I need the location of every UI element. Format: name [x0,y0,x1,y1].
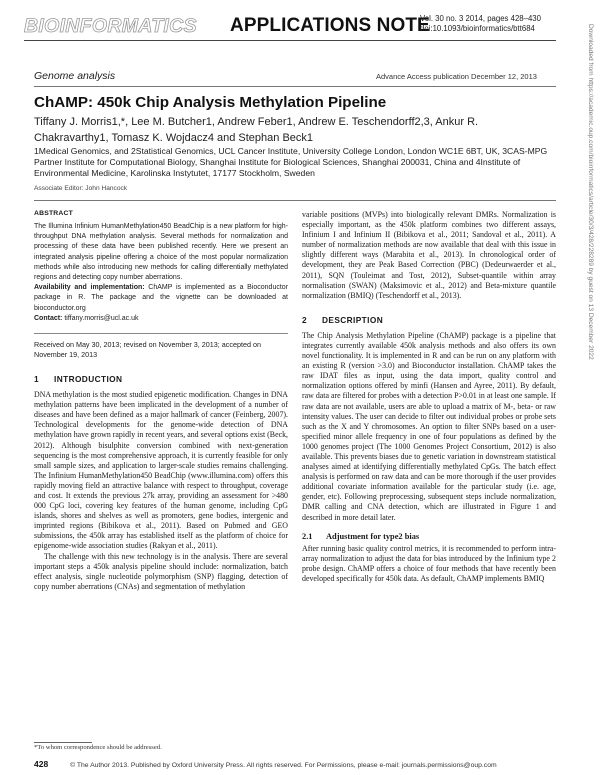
description-paragraph-1: The Chip Analysis Methylation Pipeline (ChAMP) package is a pipeline that integrates currently available 450k analysis methods and also offers its own novel functionality. It is implemented in R and can be run on any platform with an existing R (version >3.0) and Bioconductor installation. ChAMP takes the raw IDAT files as input, using the data import, quality control and normalization options offered by minfi (Hansen and Ayree, 2011). By default, raw data are filtered for probes with a detection P>0.01 in at least one sample. If raw data are not available, users are able to upload a matrix of M-, beta- or raw intensity values. The user can decide to filter out individual probes or probe sets such as the X and Y chromosomes. An option to filter SNPs based on a user-specified minor allele frequency in one of four populations as defined by the 1000 genomes project (The 1000 Genomes Project Consortium, 2012) is also available. This prevents biases due to genetic variation in downstream statistical analyses aimed at identifying differentially methylated CpGs. The batch effect analysis is performed on raw data and can be more thorough if the user provides additional covariate information available for the particular study (i.e. age, gender, etc). Following preprocessing, subsequent steps include normalization, DMR calling and CNA detection, which are illustrated in Figure 1 and described in more detail later. [302,330,556,522]
download-watermark-text: Downloaded from https://academic.oup.com/bioinformatics/article/30/3/428/228289 by guest on 13 December 2022 [587,24,594,360]
subsection-body [302,544,556,584]
contact [34,314,288,324]
intro-paragraph-3: variable positions (MVPs) into biologically relevant DMRs. Normalization is especially important, as the 450k platform combines two different assays, Infinium I and Infinium II (Bibikova et al., 2011; Sandoval et al., 2011). A number of normalization methods are now available that deal with this issue in slightly different ways (Marabita et al., 2013). In chronological order of development, they are Peak Based Correction (PBC) (Dedeurwaerder et al., 2011), SQN (Touleimat and Tost, 2012), Subset-quantile within array normalisation (SWAN) (Maksimovic et al., 2012) and Beta-mixture quantile normalization (BMIQ) (Teschendorff et al., 2013). [302,210,556,300]
footnote-divider [34,742,92,743]
advance-access-date: Advance Access publication December 12, 2013 [376,72,537,81]
availability-label: Availability and implementation: [34,284,145,292]
left-column [34,210,288,592]
citation-block [420,14,541,34]
affiliations: 1Medical Genomics, and 2Statistical Genomics, UCL Cancer Institute, University College London, London WC1E 6BT, UK, 3CAS-MPG Partner Institute for Computational Biology, Shanghai Institute for Biological Sciences, Shanghai 200031, China and 4Institute of Environmental Medicine, Karolinska Instytutet, 17177 Stockholm, Sweden [34,146,548,178]
subsection-paragraph-1: After running basic quality control metrics, it is recommended to perform intra-array normalization to adjust the data for bias introduced by the Infinium type 2 probe design. ChAMP offers a choice of four methods that have recently been developed specifically for 450k data. As default, ChAMP implements BMIQ [302,543,556,583]
article-type: APPLICATIONS NOTE [230,15,430,36]
abstract-divider [34,200,556,201]
received-divider [34,333,288,334]
intro-paragraph-1: DNA methylation is the most studied epigenetic modification. Changes in DNA methylation patterns have been implicated in the development of a number of diseases and have been defined as a major hallmark of cancer (Feinberg, 2007). Technological developments for the genome-wide detection of DNA methylation have grown rapidly in recent years, and several options exist (Beck, 2012). Although bisulphite conversion combined with next-generation sequencing is the most comprehensive approach, it is currently feasible for only small sample sizes, and application to larger-scale studies remains challenging. The Infinium HumanMethylation450 BeadChip (www.illumina.com) offers this rapidly moving field an attractive balance with respect to throughput, coverage and cost. It extends the previous 27k array, providing an assessment for >480 000 CpG loci, covering key features of the human genome, including CpG islands, shores and shelves as well as promoters, gene bodies, intergenic and imprinted regions (Bibikova et al., 2011). Based on Pubmed and GEO submissions, the 450k array has established itself as the platform of choice for epigenome-wide association studies (Rakyan et al., 2011). [34,390,288,551]
intro-continued [302,210,556,301]
title-divider [34,86,556,87]
description-number: 2 [302,314,308,325]
associate-editor: Associate Editor: John Hancock [34,185,128,192]
intro-title: INTRODUCTION [54,374,123,385]
page-footer [34,759,556,769]
contact-email[interactable]: tiffany.morris@ucl.ac.uk [64,314,139,322]
article-title: ChAMP: 450k Chip Analysis Methylation Pipeline [34,94,387,111]
download-watermark [584,24,598,584]
journal-header [24,12,556,54]
abstract-body [34,222,288,324]
description-title: DESCRIPTION [322,314,384,325]
received-dates: Received on May 30, 2013; revised on November 3, 2013; accepted on November 19, 2013 [34,340,261,360]
intro-paragraph-2: The challenge with this new technology is in the analysis. There are several important steps a 450k analysis pipeline should include: normalization, batch effect analysis, single nucleotide polymorphism (SNP) flagging, detection of copy number aberrations (CNAs) and segmentation of methylation [34,551,288,591]
contact-label: Contact: [34,314,63,322]
intro-number: 1 [34,374,40,385]
citation-doi[interactable]: doi:10.1093/bioinformatics/btt684 [420,24,535,33]
subsection-title: Adjustment for type2 bias [326,531,420,541]
abstract-heading: ABSTRACT [34,210,73,217]
abstract-summary: The Illumina Infinium HumanMethylation450 BeadChip is a new platform for high-throughput DNA methylation analysis. Several methods for normalization and processing of these data have been published recently. Here we present an integrated analysis pipeline offering a choice of the most popular normalization methods while also introducing new methods for calling differentially methylated regions and detecting copy number aberrations. [34,223,288,282]
subject-section: Genome analysis [34,70,116,82]
page-number: 428 [34,759,49,769]
availability-text: ChAMP is implemented as a Bioconductor package in R. The package and the vignette can be downloaded at bioconductor.org [34,284,289,312]
footnote: *To whom correspondence should be addressed. [34,744,162,751]
intro-heading [34,374,288,384]
subsection-heading [302,532,556,541]
right-column [302,210,556,584]
copyright-notice: © The Author 2013. Published by Oxford University Press. All rights reserved. For Permissions, please e-mail: journals.permissions@oup.com [70,762,497,769]
author-list: Tiffany J. Morris1,*, Lee M. Butcher1, Andrew Feber1, Andrew E. Teschendorff2,3, Ankur R. Chakravarthy1, Tomasz K. Wojdacz4 and Stephan Beck1 [34,116,479,144]
availability [34,283,288,314]
intro-body [34,390,288,592]
header-divider [24,40,556,41]
description-heading [302,315,556,325]
description-body [302,331,556,523]
citation-volume: Vol. 30 no. 3 2014, pages 428–430 [420,14,541,23]
subsection-number: 2.1 [302,531,313,541]
journal-name: BIOINFORMATICS [24,15,197,37]
